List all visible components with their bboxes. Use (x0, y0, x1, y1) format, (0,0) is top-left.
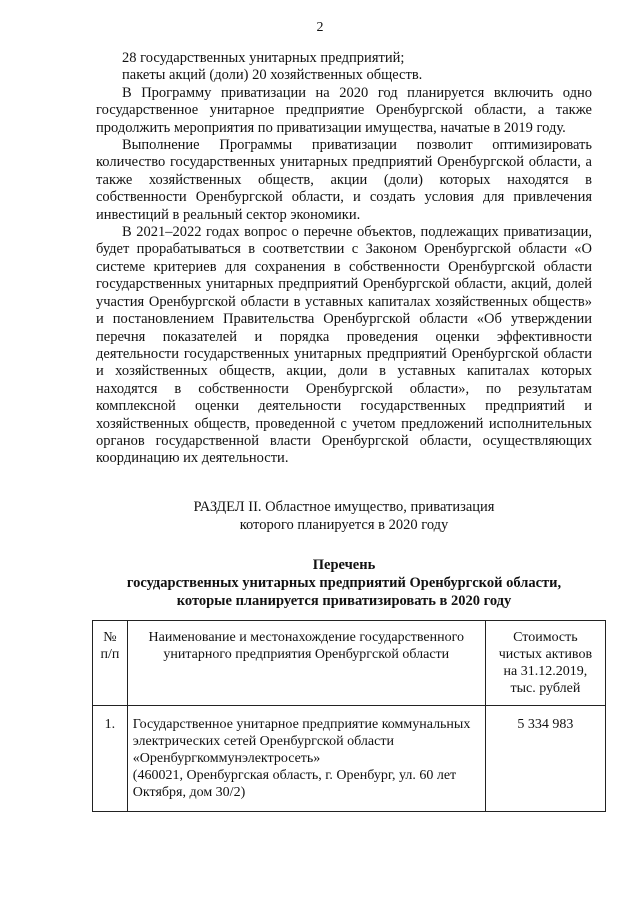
enterprise-name: Государственное унитарное предприятие коммунальных электрических сетей Оренбургской области «Оренбургкоммунэлектросеть» (132, 717, 471, 766)
page-number: 2 (316, 20, 324, 35)
list-heading (96, 556, 592, 610)
enterprises-table (92, 620, 606, 812)
enterprise-address: (460021, Оренбургская область, г. Оренбург, ул. 60 лет Октября, дом 30/2) (132, 768, 457, 800)
paragraph: пакеты акций (доли) 20 хозяйственных обществ. (122, 67, 423, 84)
paragraph: 28 государственных унитарных предприятий; (122, 50, 405, 66)
list-heading-title: Перечень (312, 557, 376, 573)
paragraph: Выполнение Программы приватизации позволит оптимизировать количество государственных унитарных предприятий Оренбургской области, а также хозяйственных обществ, акции (доли) которых находятся в собственности Оренбургской области, и создать условия для привлечения инвестиций в реальный сектор экономики. (96, 137, 592, 223)
header-name: Наименование и местонахождение государственного унитарного предприятия Оренбургской области (127, 621, 485, 706)
body-text (96, 50, 592, 468)
cell-num: 1. (93, 706, 128, 812)
header-value: Стоимость чистых активов на 31.12.2019, тыс. рублей (485, 621, 605, 706)
paragraph: В 2021–2022 годах вопрос о перечне объектов, подлежащих приватизации, будет прорабатываться в соответствии с Законом Оренбургской области «О системе критериев для сохранения в собственности Оренбургской области государственных унитарных предприятий Оренбургской области, акций, долей участия Оренбургской области в уставных капиталах хозяйственных обществ» и постановлением Правительства Оренбургской области «Об утверждении перечня показателей и порядка проведения оценки эффективности деятельности государственных унитарных предприятий Оренбургской области и хозяйственных обществ, акции, доли в уставных капиталах которых находятся в собственности Оренбургской области», по результатам комплексной оценки деятельности государственных предприятий и хозяйственных обществ, проведенной с учетом предложений исполнительных органов государственной власти Оренбургской области, осуществляющих координацию их деятельности. (96, 224, 592, 467)
table-header-row (93, 621, 606, 706)
cell-name (127, 706, 485, 812)
paragraph: В Программу приватизации на 2020 год планируется включить одно государственное унитарное предприятие Оренбургской области, а также продолжить мероприятия по приватизации имущества, начатые в 2019 году. (96, 84, 592, 136)
list-heading-line: государственных унитарных предприятий Оренбургской области, (126, 575, 562, 591)
cell-value: 5 334 983 (485, 706, 605, 812)
section-heading (96, 498, 592, 534)
table-row (93, 706, 606, 812)
header-num: № п/п (93, 621, 128, 706)
section-heading-line: РАЗДЕЛ II. Областное имущество, приватизация (193, 499, 495, 515)
list-heading-line: которые планируется приватизировать в 2020 году (176, 593, 512, 609)
section-heading-line: которого планируется в 2020 году (239, 517, 449, 533)
